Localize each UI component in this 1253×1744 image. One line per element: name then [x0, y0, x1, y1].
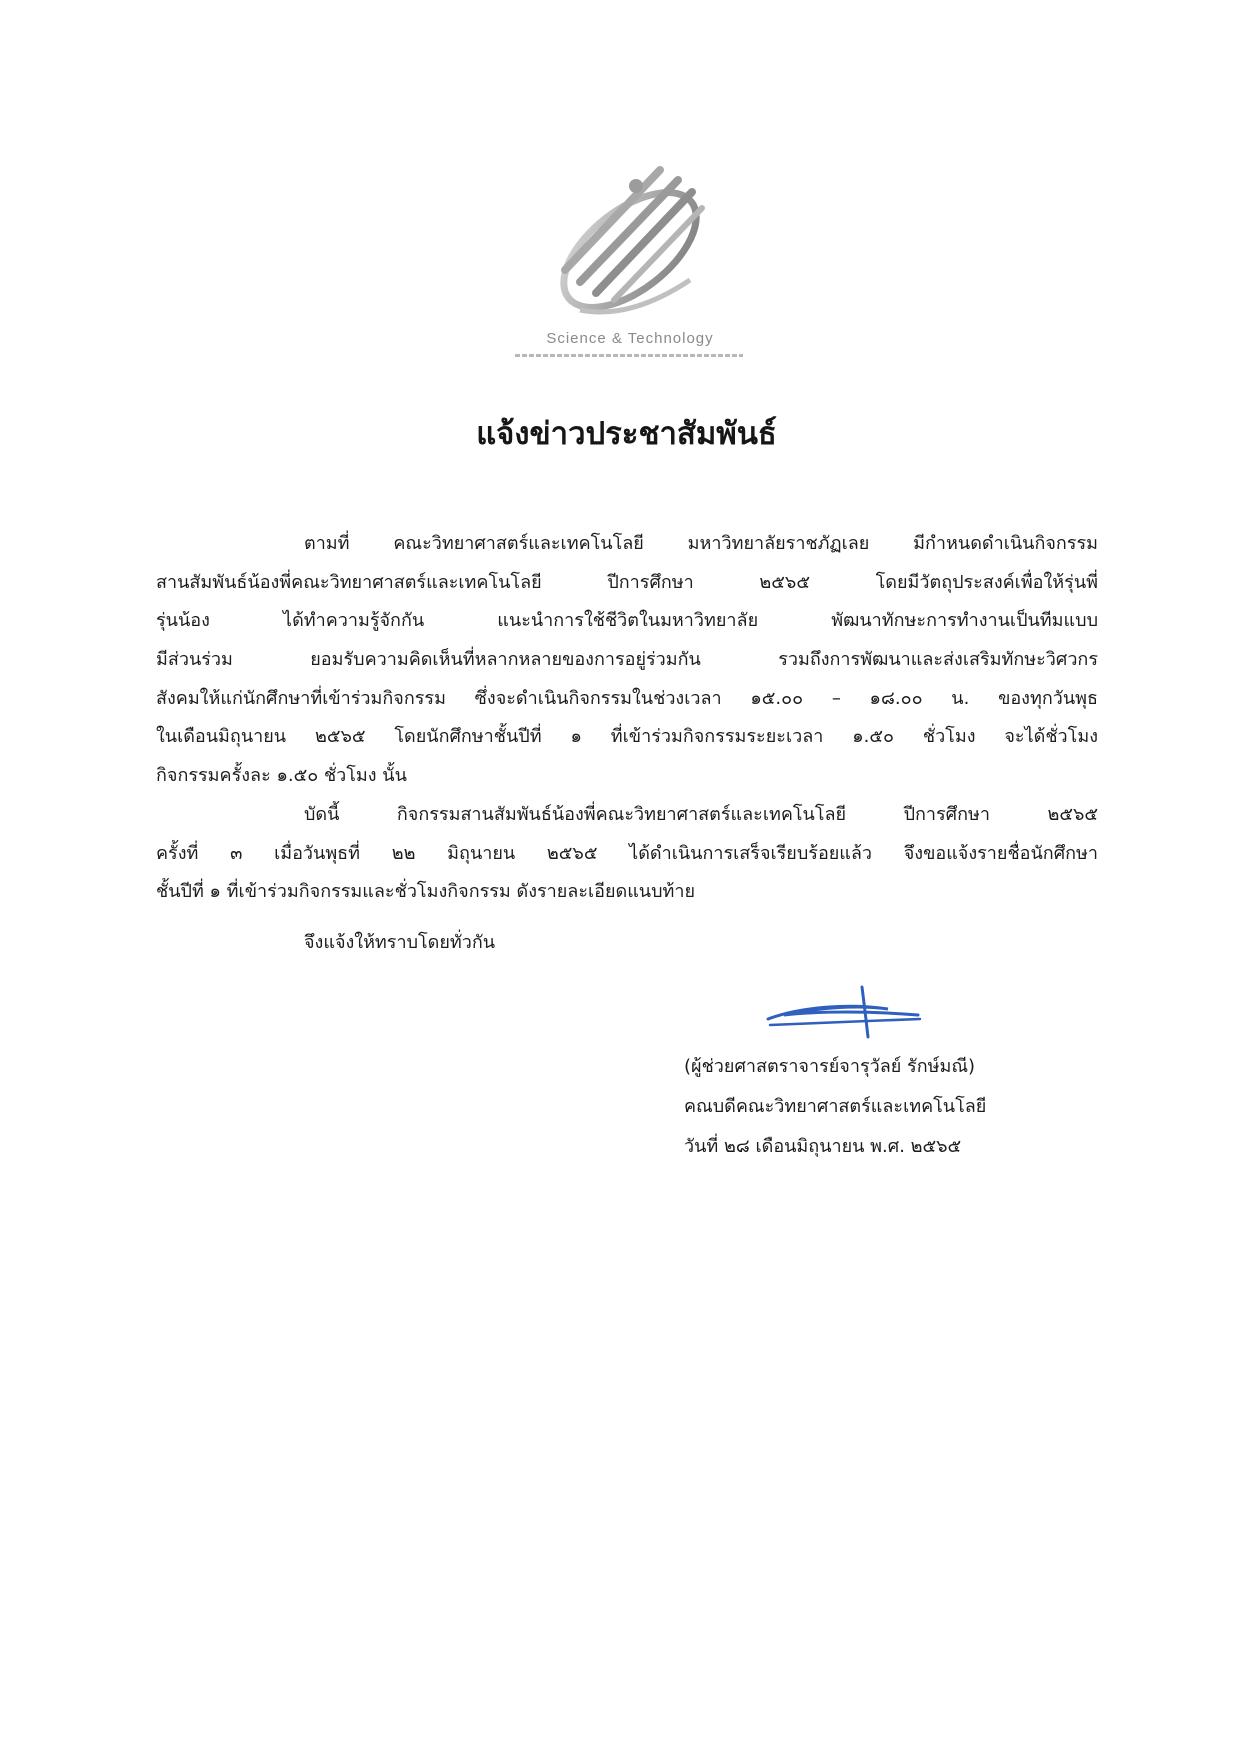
paragraph-line: มีส่วนร่วม ยอมรับความคิดเห็นที่หลากหลายของการอยู่ร่วมกัน รวมถึงการพัฒนาและส่งเสริมทักษะวิศวกร — [156, 649, 1098, 671]
handwritten-signature-icon — [760, 985, 930, 1040]
paragraph-line: สานสัมพันธ์น้องพี่คณะวิทยาศาสตร์และเทคโนโลยี ปีการศึกษา ๒๕๖๕ โดยมีวัตถุประสงค์เพื่อให้รุ่นพี่ — [156, 571, 1098, 593]
page-title: แจ้งข่าวประชาสัมพันธ์ — [476, 416, 777, 452]
paragraph-line: รุ่นน้อง ได้ทำความรู้จักกัน แนะนำการใช้ชีวิตในมหาวิทยาลัย พัฒนาทักษะการทำงานเป็นทีมแบบ — [156, 610, 1098, 632]
logo-caption: Science & Technology — [546, 330, 714, 347]
paragraph-line: บัดนี้ กิจกรรมสานสัมพันธ์น้องพี่คณะวิทยาศาสตร์และเทคโนโลยี ปีการศึกษา ๒๕๖๕ — [304, 803, 1098, 825]
announcement-body — [156, 525, 1098, 912]
signer-name: (ผู้ช่วยศาสตราจารย์จารุวัลย์ รักษ์มณี) — [684, 1056, 976, 1077]
paragraph-line: สังคมให้แก่นักศึกษาที่เข้าร่วมกิจกรรม ซึ่งจะดำเนินกิจกรรมในช่วงเวลา ๑๕.๐๐ – ๑๘.๐๐ น. ของทุกวันพุธ — [156, 687, 1098, 709]
paragraph-line: ครั้งที่ ๓ เมื่อวันพุธที่ ๒๒ มิถุนายน ๒๕๖๕ ได้ดำเนินการเสร็จเรียบร้อยแล้ว จึงขอแจ้งรายชื่อนักศึกษา — [156, 842, 1098, 864]
signer-date: วันที่ ๒๘ เดือนมิถุนายน พ.ศ. ๒๕๖๕ — [684, 1136, 962, 1157]
paragraph-line: กิจกรรมครั้งละ ๑.๕๐ ชั่วโมง นั้น — [156, 765, 407, 787]
signer-position: คณบดีคณะวิทยาศาสตร์และเทคโนโลยี — [684, 1096, 987, 1117]
logo-subline — [515, 354, 743, 357]
paragraph-line: ชั้นปีที่ ๑ ที่เข้าร่วมกิจกรรมและชั่วโมงกิจกรรม ดังรายละเอียดแนบท้าย — [156, 881, 696, 903]
signer-block — [684, 1047, 986, 1167]
paragraph-line: ตามที่ คณะวิทยาศาสตร์และเทคโนโลยี มหาวิทยาลัยราชภัฏเลย มีกำหนดดำเนินกิจกรรม — [304, 533, 1098, 554]
paragraph-line: ในเดือนมิถุนายน ๒๕๖๕ โดยนักศึกษาชั้นปีที่ ๑ ที่เข้าร่วมกิจกรรมระยะเวลา ๑.๕๐ ชั่วโมง จะได้ชั่วโมง — [156, 726, 1098, 748]
closing-line: จึงแจ้งให้ทราบโดยทั่วกัน — [304, 932, 496, 953]
